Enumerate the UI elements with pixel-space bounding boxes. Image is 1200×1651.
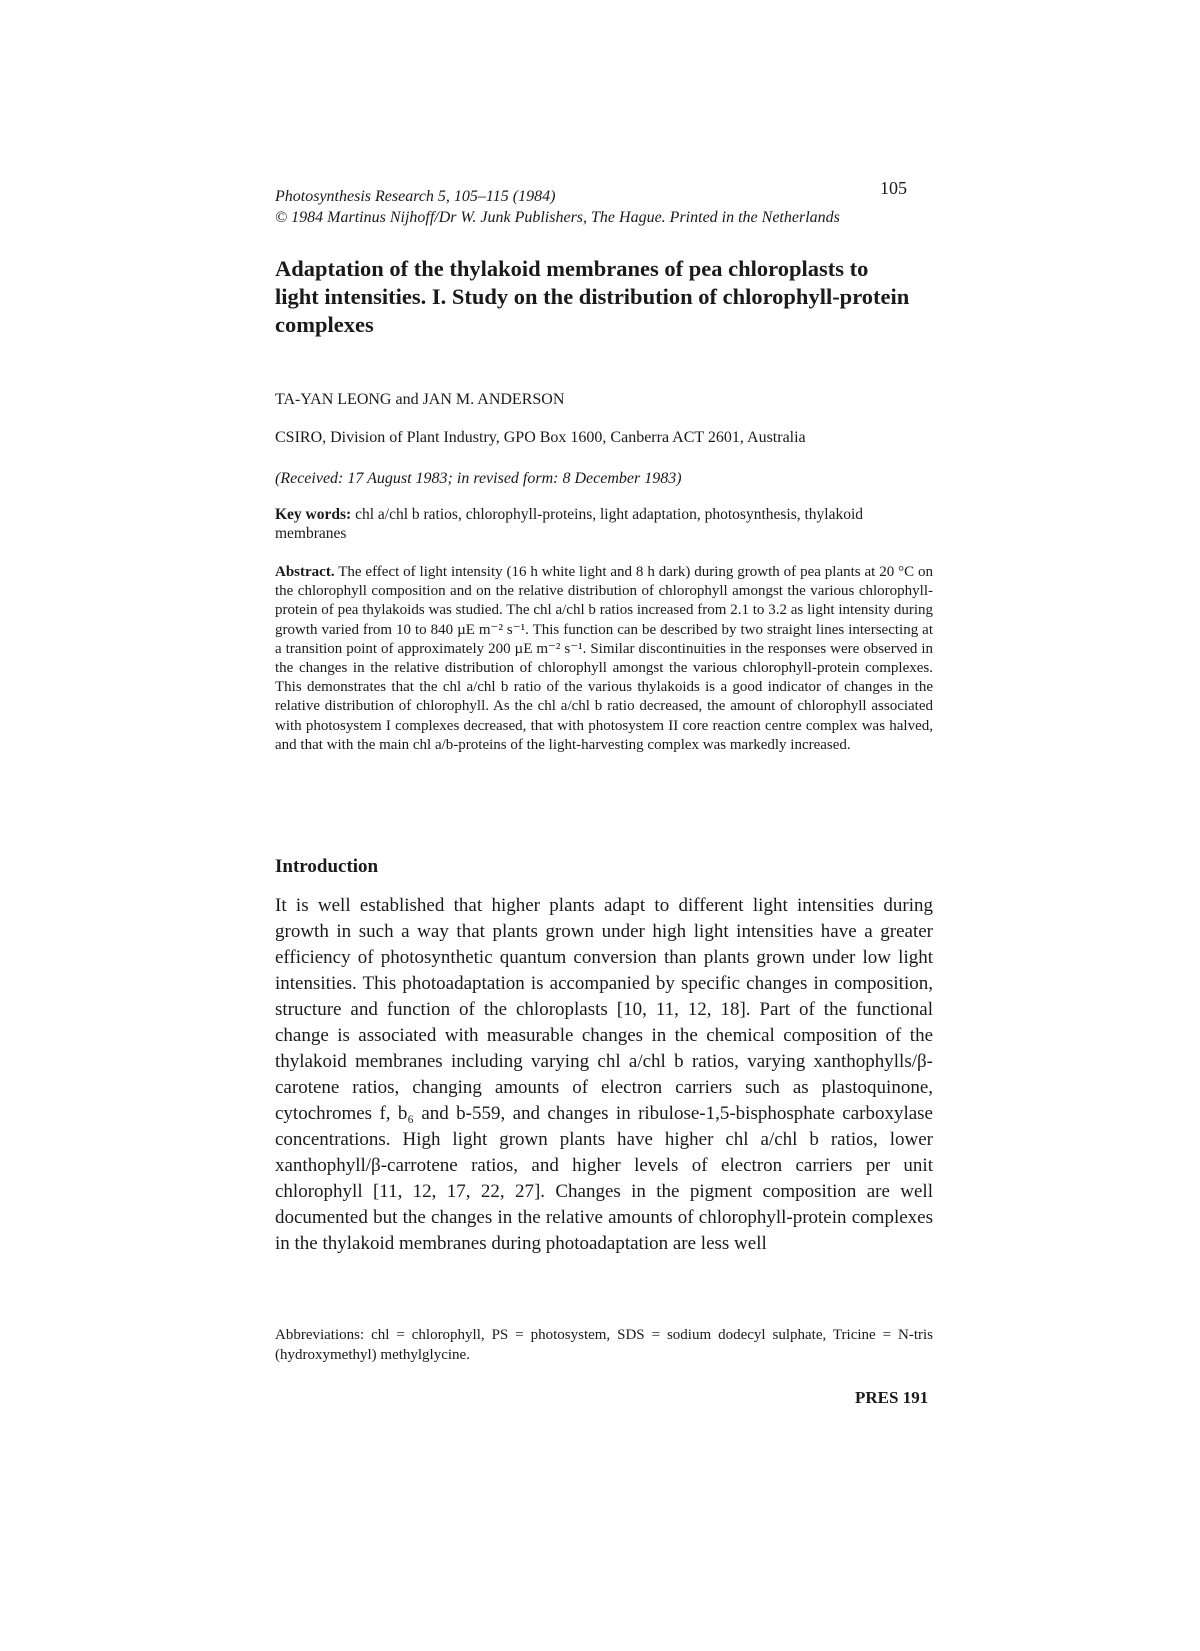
journal-citation xyxy=(275,186,915,228)
abbreviations-footnote: Abbreviations: chl = chlorophyll, PS = photosystem, SDS = sodium dodecyl sulphate, Tricine = N-tris (hydroxymethyl) methylglycine. xyxy=(275,1327,933,1363)
keywords-block xyxy=(275,505,933,543)
introduction-body: It is well established that higher plants adapt to different light intensities during growth in such a way that plants grown under high light intensities have a greater efficiency of photosynthetic quantum conversion than plants grown under low light intensities. This photoadaptation is accompanied by specific changes in composition, structure and function of the chloroplasts [10, 11, 12, 18]. Part of the functional change is associated with measurable changes in the chemical composition of the thylakoid membranes including varying chl a/chl b ratios, varying xanthophylls/β-carotene ratios, changing amounts of electron carriers such as plastoquinone, cytochromes f, b₆ and b-559, and changes in ribulose-1,5-bisphosphate carboxylase concentrations. High light grown plants have higher chl a/chl b ratios, lower xanthophyll/β-carrotene ratios, and higher levels of electron carriers per unit chlorophyll [11, 12, 17, 22, 27]. Changes in the pigment composition are well documented but the changes in the relative amounts of chlorophyll-protein complexes in the thylakoid membranes during photoadaptation are less well xyxy=(275,895,933,1254)
article-title: Adaptation of the thylakoid membranes of pea chloroplasts to light intensities. I. Study on the distribution of chlorophyll-protein complexes xyxy=(275,256,910,337)
abstract-text: The effect of light intensity (16 h white light and 8 h dark) during growth of pea plants at 20 °C on the chlorophyll composition and on the relative distribution of chlorophyll amongst the various chlorophyll-protein of pea thylakoids was studied. The chl a/chl b ratios increased from 2.1 to 3.2 as light intensity during growth varied from 10 to 840 µE m⁻² s⁻¹. This function can be described by two straight lines intersecting at a transition point of approximately 200 µE m⁻² s⁻¹. Similar discontinuities in the responses were observed in the changes in the relative distribution of chlorophyll amongst the various chlorophyll-protein complexes. This demonstrates that the chl a/chl b ratio of the various thylakoids is a good indicator of changes in the relative distribution of chlorophyll. As the chl a/chl b ratio decreased, the amount of chlorophyll associated with photosystem I complexes decreased, that with photosystem II core reaction centre complex was halved, and that with the main chl a/b-proteins of the light-harvesting complex was markedly increased. xyxy=(275,564,933,753)
manuscript-code: PRES 191 xyxy=(855,1388,929,1407)
abstract-label: Abstract. xyxy=(275,564,335,580)
keywords-label: Key words: xyxy=(275,506,352,523)
affiliation: CSIRO, Division of Plant Industry, GPO Box 1600, Canberra ACT 2601, Australia xyxy=(275,429,806,446)
introduction-heading: Introduction xyxy=(275,856,379,877)
journal-line-2: © 1984 Martinus Nijhoff/Dr W. Junk Publishers, The Hague. Printed in the Netherlands xyxy=(275,209,840,226)
keywords-text: chl a/chl b ratios, chlorophyll-proteins, light adaptation, photosynthesis, thylakoid membranes xyxy=(275,506,864,542)
abstract-block xyxy=(275,563,933,755)
authors: TA-YAN LEONG and JAN M. ANDERSON xyxy=(275,391,565,408)
journal-line-1: Photosynthesis Research 5, 105–115 (1984) xyxy=(275,188,556,205)
received-dates: (Received: 17 August 1983; in revised form: 8 December 1983) xyxy=(275,470,682,487)
page-number: 105 xyxy=(880,178,907,198)
